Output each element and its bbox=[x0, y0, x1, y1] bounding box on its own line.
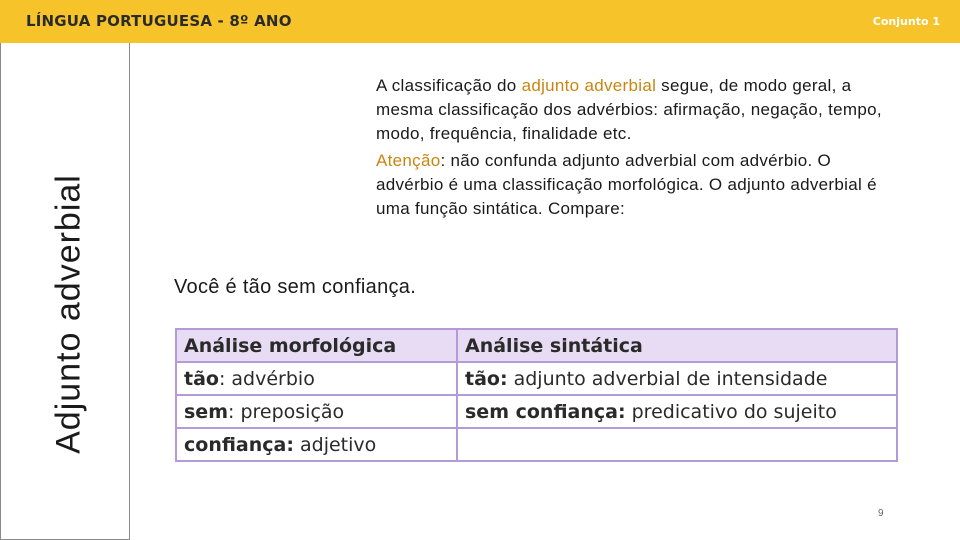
table-row bbox=[176, 362, 897, 395]
table-cell bbox=[457, 428, 897, 461]
cell-term: sem confiança: bbox=[465, 400, 626, 423]
column-header: Análise morfológica bbox=[176, 329, 457, 362]
header-bar bbox=[0, 0, 960, 43]
subject-title: LÍNGUA PORTUGUESA - 8º ANO bbox=[26, 12, 292, 30]
cell-desc: : advérbio bbox=[218, 367, 315, 390]
highlight-term: adjunto adverbial bbox=[521, 76, 657, 95]
intro-text-segment: A classificação do bbox=[376, 76, 522, 95]
page-number: 9 bbox=[878, 508, 884, 519]
cell-desc: adjunto adverbial de intensidade bbox=[507, 367, 828, 390]
example-sentence: Você é tão sem confiança. bbox=[174, 276, 417, 298]
table-row bbox=[176, 395, 897, 428]
cell-desc: predicativo do sujeito bbox=[625, 400, 837, 423]
table-cell bbox=[176, 362, 457, 395]
table-cell bbox=[176, 395, 457, 428]
column-header: Análise sintática bbox=[457, 329, 897, 362]
intro-text-segment: : não confunda adjunto adverbial com advérbio. O advérbio é uma classificação morfológica. O adjunto adverbial é uma função sintática. Compare: bbox=[376, 151, 877, 218]
analysis-table bbox=[175, 328, 898, 462]
intro-paragraph-1 bbox=[376, 74, 896, 146]
intro-text bbox=[376, 74, 896, 221]
cell-term: confiança: bbox=[184, 433, 294, 456]
intro-text-segment: segue, de modo geral, a mesma classificação dos advérbios: afirmação, negação, tempo, modo, frequência, finalidade etc. bbox=[376, 76, 882, 143]
table-header-row bbox=[176, 329, 897, 362]
set-label: Conjunto 1 bbox=[872, 15, 940, 28]
intro-paragraph-2 bbox=[376, 149, 896, 221]
topic-title: Adjunto adverbial bbox=[49, 174, 88, 454]
attention-label: Atenção bbox=[376, 151, 441, 170]
table-cell bbox=[457, 362, 897, 395]
sidebar bbox=[0, 43, 130, 540]
cell-term: sem bbox=[184, 400, 228, 423]
cell-desc: adjetivo bbox=[293, 433, 377, 456]
table-cell bbox=[176, 428, 457, 461]
cell-term: tão: bbox=[465, 367, 508, 390]
cell-term: tão bbox=[184, 367, 219, 390]
table-row bbox=[176, 428, 897, 461]
cell-desc: : preposição bbox=[228, 400, 345, 423]
table-cell bbox=[457, 395, 897, 428]
